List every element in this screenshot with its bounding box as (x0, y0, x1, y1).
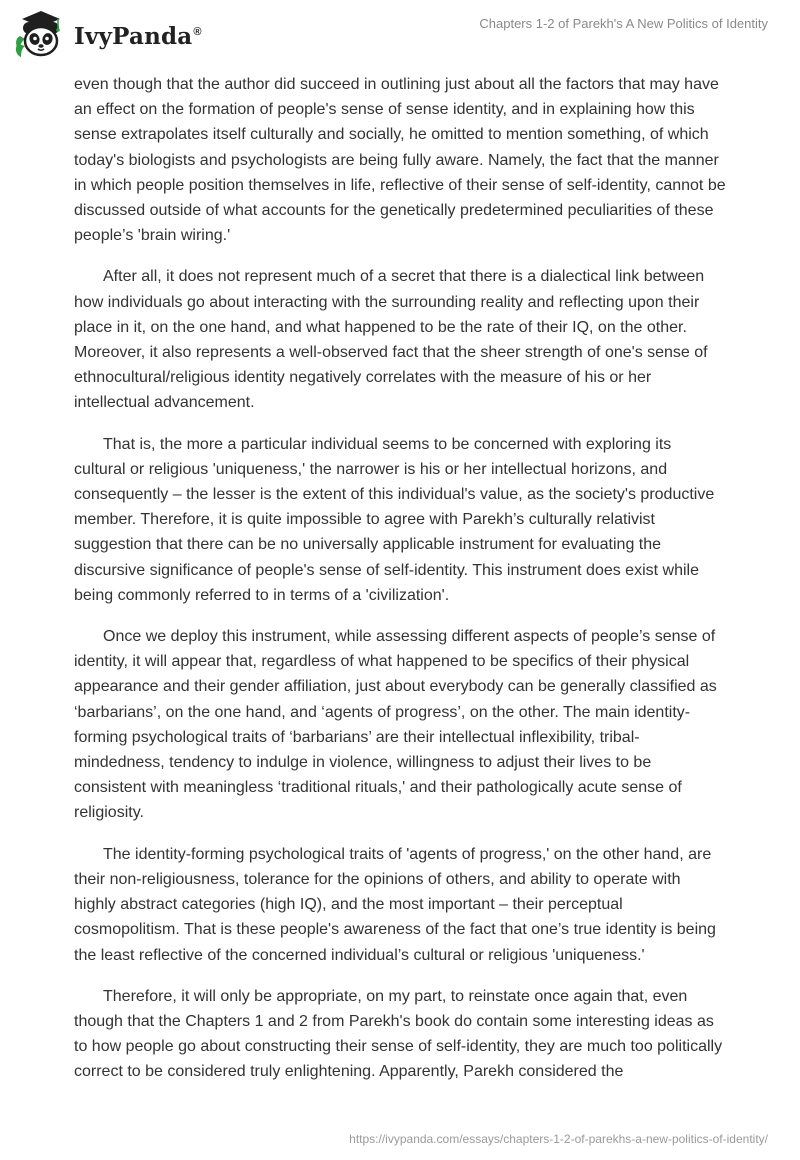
registered-mark: ® (193, 25, 202, 38)
page-header (0, 0, 800, 72)
panda-graduation-cap-icon (14, 8, 68, 60)
logo-wordmark: IvyPanda® (74, 22, 202, 50)
paragraph: Once we deploy this instrument, while assessing different aspects of people’s sense of identity, it will appear that, regardless of what happened to be specifics of their physical appearance and their gender affiliation, just about everybody can be generally classified as ‘barbarians’, on the one hand, and ‘agents of progress’, on the other. The main identity-forming psychological traits of ‘barbarians’ are their intellectual inflexibility, tribal-mindedness, tendency to indulge in violence, willingness to adjust their lives to be consistent with meaningless ‘traditional rituals,' and their pathologically acute sense of religiosity. (74, 628, 717, 822)
essay-body (74, 72, 726, 1101)
paragraph: That is, the more a particular individual seems to be concerned with exploring its cultural or religious 'uniqueness,' the narrower is his or her intellectual horizons, and consequently – the lesser is the extent of this individual's value, as the society's productive member. Therefore, it is quite impossible to agree with Parekh’s culturally relativist suggestion that there can be no universally applicable instrument for evaluating the discursive significance of people's sense of self-identity. This instrument does exist while being commonly referred to in terms of a 'civilization'. (74, 435, 715, 604)
paragraph: even though that the author did succeed in outlining just about all the factors that may have an effect on the formation of people's sense of sense identity, and in explaining how this sense extrapolates itself culturally and socially, he omitted to mention something, of which today's biologists and psychologists are being fully aware. Namely, the fact that the manner in which people position themselves in life, reflective of their sense of self-identity, cannot be discussed outside of what accounts for the genetically predetermined peculiarities of these people’s 'brain wiring.' (74, 76, 726, 245)
document-title: Chapters 1-2 of Parekh's A New Politics of Identity (479, 16, 768, 31)
paragraph: After all, it does not represent much of a secret that there is a dialectical link between how individuals go about interacting with the surrounding reality and reflecting upon their place in it, on the one hand, and what happened to be the rate of their IQ, on the other. Moreover, it also represents a well-observed fact that the sheer strength of one's sense of ethnocultural/religious identity negatively correlates with the measure of his or her intellectual advancement. (74, 268, 708, 412)
ivypanda-logo[interactable] (14, 8, 202, 60)
paragraph: Therefore, it will only be appropriate, on my part, to reinstate once again that, even though that the Chapters 1 and 2 from Parekh's book do contain some interesting ideas as to how people go about constructing their sense of self-identity, they are much too politically correct to be considered truly enlightening. Apparently, Parekh considered the (74, 987, 723, 1081)
paragraph: The identity-forming psychological traits of 'agents of progress,' on the other hand, are their non-religiousness, tolerance for the opinions of others, and ability to operate with highly abstract categories (high IQ), and the most important – their perceptual cosmopolitism. That is these people's awareness of the fact that one’s true identity is being the least reflective of the concerned individual’s cultural or religious 'uniqueness.' (74, 845, 716, 964)
source-url[interactable]: https://ivypanda.com/essays/chapters-1-2-of-parekhs-a-new-politics-of-identity/ (349, 1132, 768, 1146)
